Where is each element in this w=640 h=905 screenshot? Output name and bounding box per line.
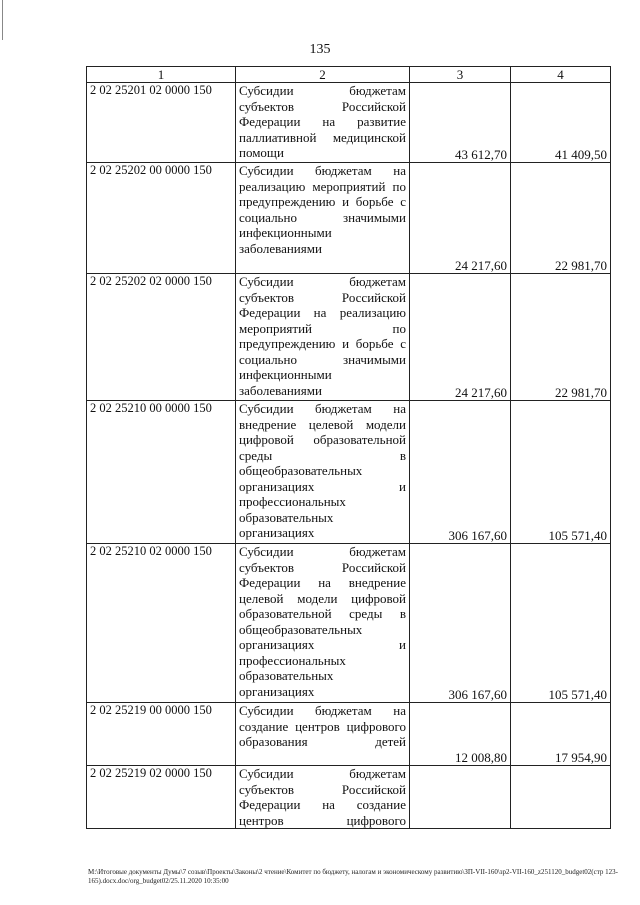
amount-col-3: 12 008,80	[410, 703, 511, 766]
table-row	[87, 401, 611, 544]
amount-col-4: 105 571,40	[511, 401, 611, 544]
revenue-code: 2 02 25219 00 0000 150	[87, 703, 236, 766]
revenue-code: 2 02 25202 00 0000 150	[87, 163, 236, 274]
header-col-3: 3	[410, 67, 511, 83]
document-path-footer: М:\Итоговые документы Думы\7 созыв\Проекты\Законы\2 чтение\Комитет по бюджету, налогам и экономическому развитию\ЗП-VII-160\зр2-VII-160_z251120_budget02(стр 123-165).docx.doc/org_budget02/25.11.2020 10:35:00	[88, 868, 618, 885]
table-row	[87, 703, 611, 766]
amount-col-4: 17 954,90	[511, 703, 611, 766]
amount-col-4: 22 981,70	[511, 163, 611, 274]
table-row	[87, 766, 611, 829]
revenue-name: Субсидии бюджетам субъектов Российской Федерации на развитие паллиативной медицинской помощи	[236, 83, 410, 163]
amount-col-3: 24 217,60	[410, 274, 511, 401]
revenue-code: 2 02 25202 02 0000 150	[87, 274, 236, 401]
header-col-4: 4	[511, 67, 611, 83]
amount-col-3: 306 167,60	[410, 544, 511, 703]
revenue-code: 2 02 25219 02 0000 150	[87, 766, 236, 829]
revenue-name: Субсидии бюджетам субъектов Российской Федерации на реализацию мероприятий по предупреждению и борьбе с социально значимыми инфекционными заболеваниями	[236, 274, 410, 401]
margin-mark	[2, 0, 3, 40]
header-col-2: 2	[236, 67, 410, 83]
table-row	[87, 274, 611, 401]
table-header-row	[87, 67, 611, 83]
budget-table	[86, 66, 611, 829]
revenue-name: Субсидии бюджетам на реализацию мероприятий по предупреждению и борьбе с социально значимыми инфекционными заболеваниями	[236, 163, 410, 274]
header-col-1: 1	[87, 67, 236, 83]
revenue-name: Субсидии бюджетам на внедрение целевой модели цифровой образовательной среды в общеобразовательных организациях и профессиональных образовательных организациях	[236, 401, 410, 544]
amount-col-4: 105 571,40	[511, 544, 611, 703]
amount-col-4: 22 981,70	[511, 274, 611, 401]
revenue-name: Субсидии бюджетам субъектов Российской Федерации на создание центров цифрового	[236, 766, 410, 829]
revenue-name: Субсидии бюджетам на создание центров цифрового образования детей	[236, 703, 410, 766]
amount-col-3: 24 217,60	[410, 163, 511, 274]
table-row	[87, 544, 611, 703]
revenue-code: 2 02 25201 02 0000 150	[87, 83, 236, 163]
amount-col-3	[410, 766, 511, 829]
revenue-code: 2 02 25210 00 0000 150	[87, 401, 236, 544]
revenue-code: 2 02 25210 02 0000 150	[87, 544, 236, 703]
table-row	[87, 163, 611, 274]
amount-col-4	[511, 766, 611, 829]
revenue-name: Субсидии бюджетам субъектов Российской Федерации на внедрение целевой модели цифровой образовательной среды в общеобразовательных организациях и профессиональных образовательных организациях	[236, 544, 410, 703]
page-number: 135	[309, 42, 331, 57]
amount-col-3: 306 167,60	[410, 401, 511, 544]
amount-col-4: 41 409,50	[511, 83, 611, 163]
amount-col-3: 43 612,70	[410, 83, 511, 163]
table-row	[87, 83, 611, 163]
